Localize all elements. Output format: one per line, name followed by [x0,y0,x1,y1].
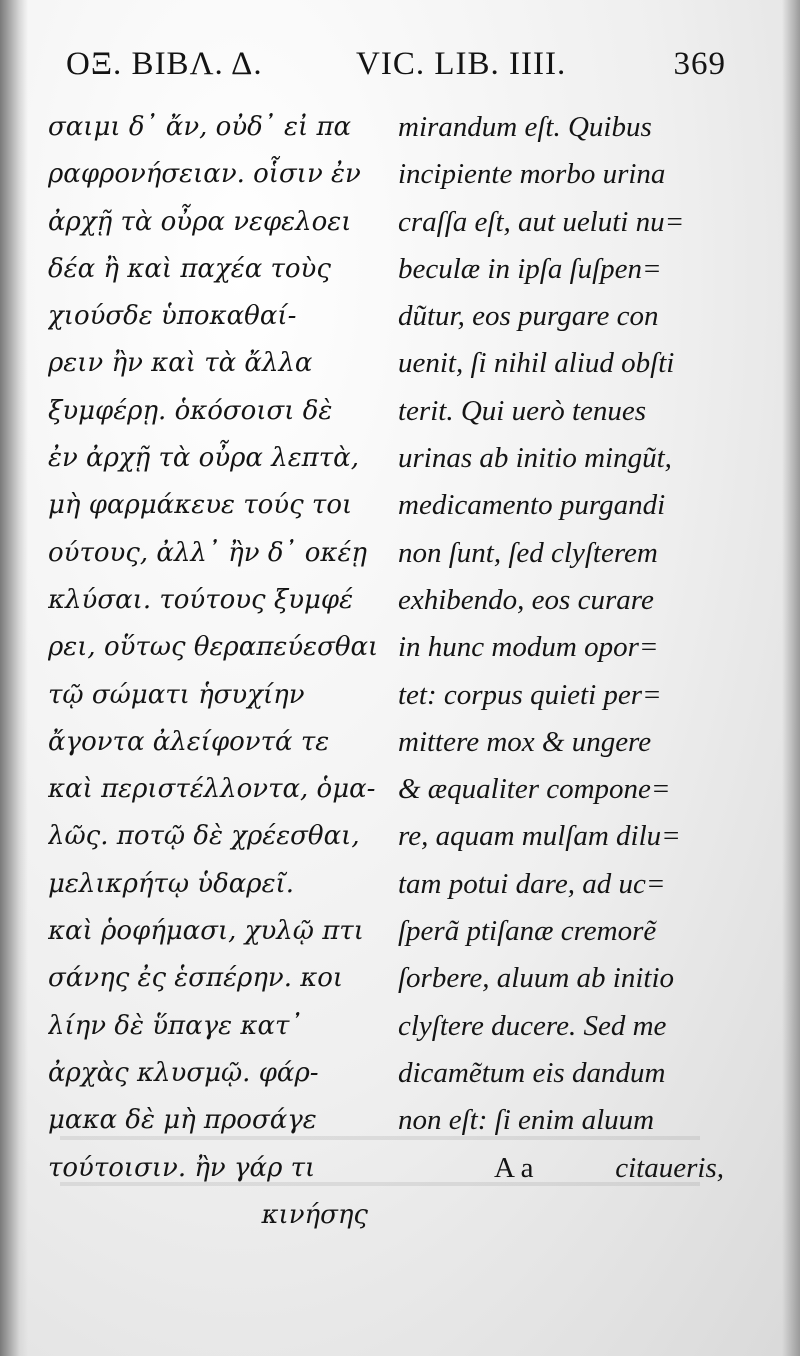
greek-line: λίην δὲ ὕπαγε κατ᾽ [48,1010,303,1041]
greek-line: σάνης ἐς ἑσπέρην. κοι [48,963,344,994]
latin-line: dicamẽtum eis dandum [398,1056,666,1089]
greek-line: δέα ἢ καὶ παχέα τοὺς [48,253,331,284]
latin-line: craſſa eſt, aut ueluti nu= [398,205,685,238]
greek-line: ἀρχῇ τὰ οὖρα νεφελοει [48,206,352,237]
latin-line: incipiente morbo urina [398,158,666,191]
greek-line: καὶ περιστέλλοντα, ὁμα- [48,774,376,805]
greek-line: λῶς. ποτῷ δὲ χρέεσθαι, [48,821,360,852]
latin-line: ſperã ptiſanæ cremorẽ [398,915,657,948]
greek-line: σαιμι δ᾽ ἄν, οὐδ᾽ εἰ πα [48,112,352,142]
page-number: 369 [673,46,726,82]
latin-line: dũtur, eos purgare con [398,300,659,333]
latin-line: mirandum eſt. Quibus [398,111,652,143]
greek-line: ἐν ἀρχῇ τὰ οὖρα λεπτὰ, [48,443,359,474]
signature-mark: A a [494,1151,534,1184]
latin-line: beculæ in ipſa ſuſpen= [398,252,662,285]
greek-line: μελικρήτῳ ὑδαρεῖ. [48,868,294,899]
latin-line: re, aquam mulſam dilu= [398,820,681,853]
latin-line: terit. Qui uerò tenues [398,394,647,427]
latin-line: uenit, ſi nihil aliud obſti [398,347,675,380]
latin-line: urinas ab initio mingũt, [398,442,672,475]
greek-line: ρει, οὕτως θεραπεύεσθαι [48,632,378,663]
running-head-latin: VIC. LIB. IIII. [356,46,567,82]
greek-line: κλύσαι. τούτους ξυμφέ [48,584,354,615]
latin-line: non eſt: ſi enim aluum [398,1104,655,1137]
running-head-greek: ΟΞ. ΒΙΒΛ. Δ. [66,46,263,82]
greek-line: χιούσδε ὑποκαθαί- [48,301,297,332]
greek-line: μὴ φαρμάκευε τούς τοι [48,490,353,521]
latin-line: mittere mox & ungere [398,725,652,758]
running-head [66,46,726,90]
catchword: citaueris, [615,1151,724,1184]
greek-line: καὶ ῥοφήμασι, χυλῷ πτι [48,916,364,947]
greek-line: ραφρονήσειαν. οἷσιν ἐν [48,159,361,190]
latin-line: ſorbere, aluum ab initio [398,962,675,995]
greek-line: ούτους, ἀλλ᾽ ἢν δ᾽ οκέῃ [48,537,367,568]
latin-text-column [398,104,738,1192]
bleed-through-texture [60,1106,700,1216]
latin-line: tam potui dare, ad uc= [398,867,666,900]
greek-line: ρειν ἢν καὶ τὰ ἄλλα [48,348,313,379]
greek-line: τούτοισιν. ἢν γάρ τι [48,1152,316,1183]
latin-line: clyſtere ducere. Sed me [398,1009,667,1042]
greek-line: ἄγοντα ἀλείφοντά τε [48,726,330,757]
latin-line: in hunc modum opor= [398,631,659,664]
latin-line: exhibendo, eos curare [398,583,654,616]
latin-line: medicamento purgandi [398,489,666,522]
greek-line: κινήσης [261,1199,368,1230]
latin-line: tet: corpus quieti per= [398,678,662,711]
greek-line: τῷ σώματι ἡσυχίην [48,679,305,710]
greek-line: ξυμφέρῃ. ὁκόσοισι δὲ [48,395,333,426]
latin-line: & æqualiter compone= [398,773,671,806]
greek-line: μακα δὲ μὴ προσάγε [48,1105,317,1136]
greek-line: ἀρχὰς κλυσμῷ. φάρ- [48,1057,319,1088]
latin-line: non ſunt, ſed clyſterem [398,536,658,569]
greek-text-column [48,104,378,1239]
